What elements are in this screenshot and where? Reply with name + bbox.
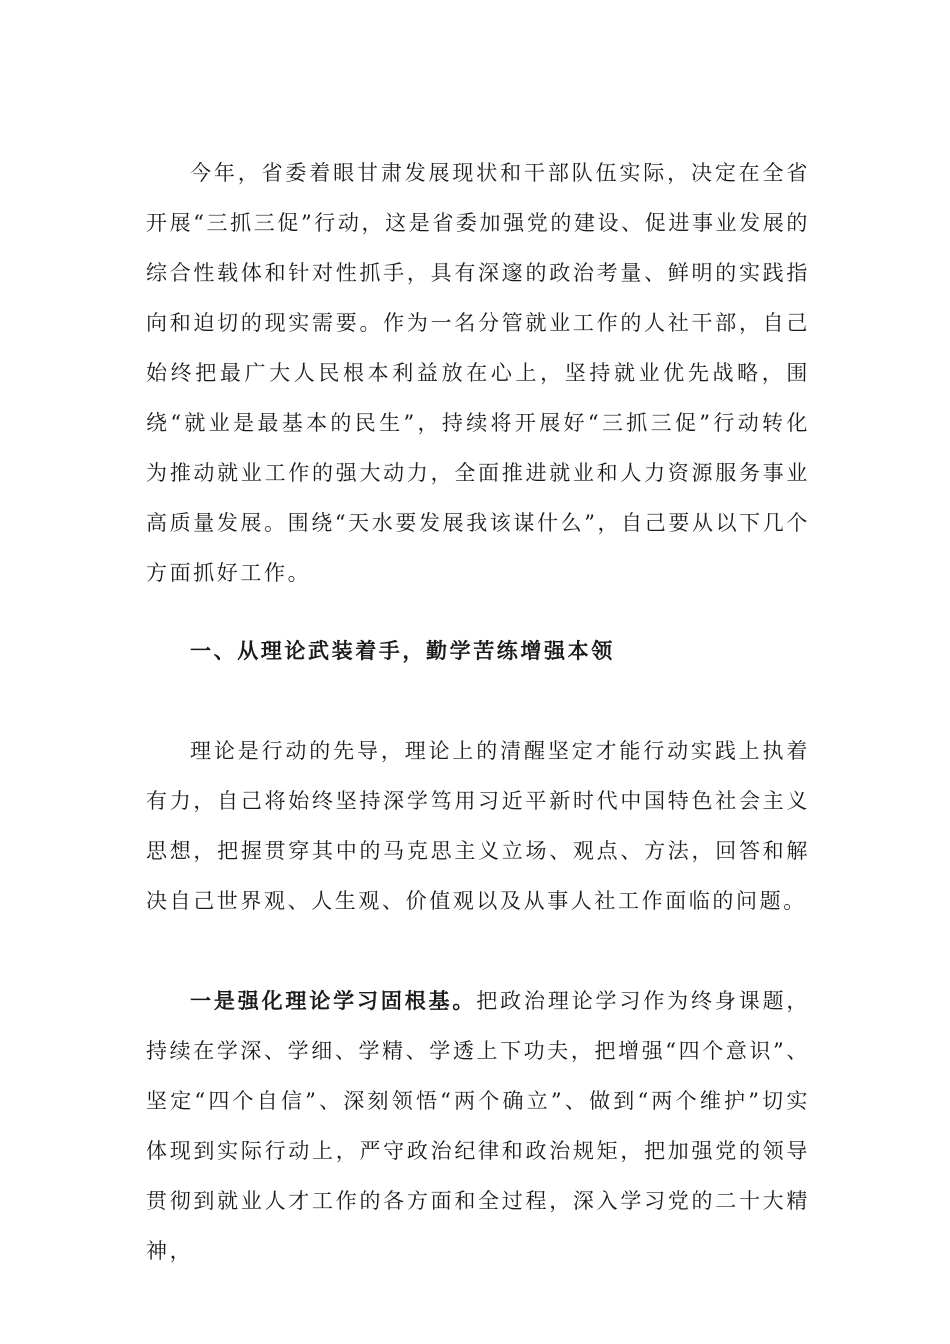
item-paragraph: [146, 976, 810, 1276]
section-body-paragraph: 理论是行动的先导，理论上的清醒坚定才能行动实践上执着有力，自己将始终坚持深学笃用习近平新时代中国特色社会主义思想，把握贯穿其中的马克思主义立场、观点、方法，回答和解决自己世界观、人生观、价值观以及从事人社工作面临的问题。: [146, 739, 810, 913]
section-heading: 一、从理论武装着手，勤学苦练增强本领: [190, 638, 615, 663]
item-lead-text: 一是强化理论学习固根基。: [190, 988, 477, 1013]
item-body-text: 把政治理论学习作为终身课题，持续在学深、学细、学精、学透上下功夫，把增强“四个意识”、坚定“四个自信”、深刻领悟“两个确立”、做到“两个维护”切实体现到实际行动上，严守政治纪律和政治规矩，把加强党的领导贯彻到就业人才工作的各方面和全过程，深入学习党的二十大精神，: [146, 989, 811, 1263]
intro-paragraph: 今年，省委着眼甘肃发展现状和干部队伍实际，决定在全省开展“三抓三促”行动，这是省委加强党的建设、促进事业发展的综合性载体和针对性抓手，具有深邃的政治考量、鲜明的实践指向和迫切的现实需要。作为一名分管就业工作的人社干部，自己始终把最广大人民根本利益放在心上，坚持就业优先战略，围绕“就业是最基本的民生”，持续将开展好“三抓三促”行动转化为推动就业工作的强大动力，全面推进就业和人力资源服务事业高质量发展。围绕“天水要发展我该谋什么”，自己要从以下几个方面抓好工作。: [146, 161, 810, 585]
